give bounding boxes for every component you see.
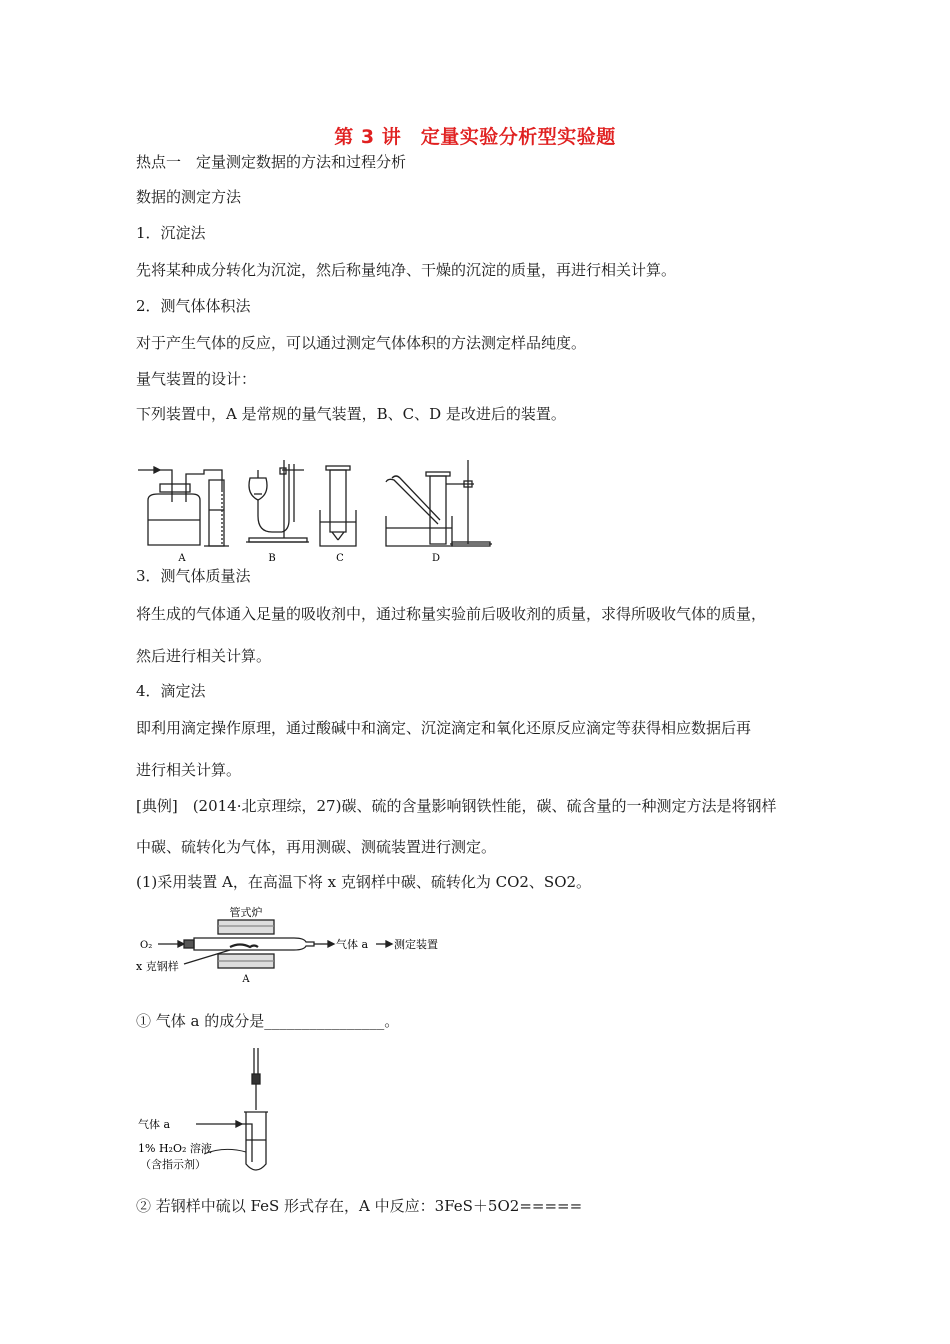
- method-1-text: 先将某种成分转化为沉淀，然后称量纯净、干燥的沉淀的质量，再进行相关计算。: [136, 261, 677, 279]
- hotspot-heading: 热点一 定量测定数据的方法和过程分析: [136, 153, 407, 171]
- page-title: 第 3 讲 定量实验分析型实验题: [334, 126, 616, 148]
- example-text-2: 中碳、硫转化为气体，再用测碳、测硫装置进行测定。: [136, 838, 497, 856]
- solution-label-2: （含指示剂）: [140, 1158, 206, 1171]
- figure1-label-a: A: [178, 553, 186, 564]
- oxygen-label: O₂: [140, 940, 153, 951]
- question-1-sub-2: ② 若钢样中硫以 FeS 形式存在，A 中反应：3FeS＋5O2=====: [136, 1197, 583, 1215]
- method-4-text-2: 进行相关计算。: [136, 761, 242, 779]
- method-4-text-1: 即利用滴定操作原理，通过酸碱中和滴定、沉淀滴定和氧化还原反应滴定等获得相应数据后再: [136, 719, 752, 737]
- methods-heading: 数据的测定方法: [136, 188, 242, 206]
- solution-label-1: 1% H₂O₂ 溶液: [138, 1142, 212, 1155]
- absorber-test-tube-figure: [134, 1046, 294, 1178]
- gas-volume-apparatus-figure: [134, 450, 504, 566]
- figure1-label-c: C: [336, 553, 344, 564]
- gas-a-label: 气体 a: [336, 938, 369, 951]
- method-2-devices: 下列装置中，A 是常规的量气装置，B、C、D 是改进后的装置。: [136, 405, 566, 423]
- method-2-heading: 2．测气体体积法: [136, 297, 251, 315]
- absorber-gas-label: 气体 a: [138, 1118, 171, 1131]
- method-1-heading: 1．沉淀法: [136, 224, 206, 242]
- apparatus-a-label: A: [242, 974, 250, 985]
- example-text-1: [典例] (2014·北京理综，27)碳、硫的含量影响钢铁性能，碳、硫含量的一种测定方法是将钢样: [136, 797, 777, 815]
- furnace-label: 管式炉: [229, 906, 263, 919]
- method-2-text: 对于产生气体的反应，可以通过测定气体体积的方法测定样品纯度。: [136, 334, 587, 352]
- sample-label: x 克钢样: [136, 960, 179, 973]
- method-2-design: 量气装置的设计：: [136, 370, 257, 388]
- device-label: 测定装置: [394, 938, 438, 951]
- method-3-text-1: 将生成的气体通入足量的吸收剂中，通过称量实验前后吸收剂的质量，求得所吸收气体的质量，: [136, 605, 767, 623]
- tube-furnace-figure: [134, 904, 454, 990]
- method-4-heading: 4．滴定法: [136, 682, 206, 700]
- question-1-sub-1: ① 气体 a 的成分是________________。: [136, 1012, 400, 1030]
- question-1: (1)采用装置 A，在高温下将 x 克钢样中碳、硫转化为 CO2、SO2。: [136, 873, 592, 891]
- figure1-label-d: D: [431, 553, 441, 564]
- method-3-text-2: 然后进行相关计算。: [136, 647, 272, 665]
- method-3-heading: 3．测气体质量法: [136, 567, 251, 585]
- figure1-label-b: B: [268, 553, 276, 564]
